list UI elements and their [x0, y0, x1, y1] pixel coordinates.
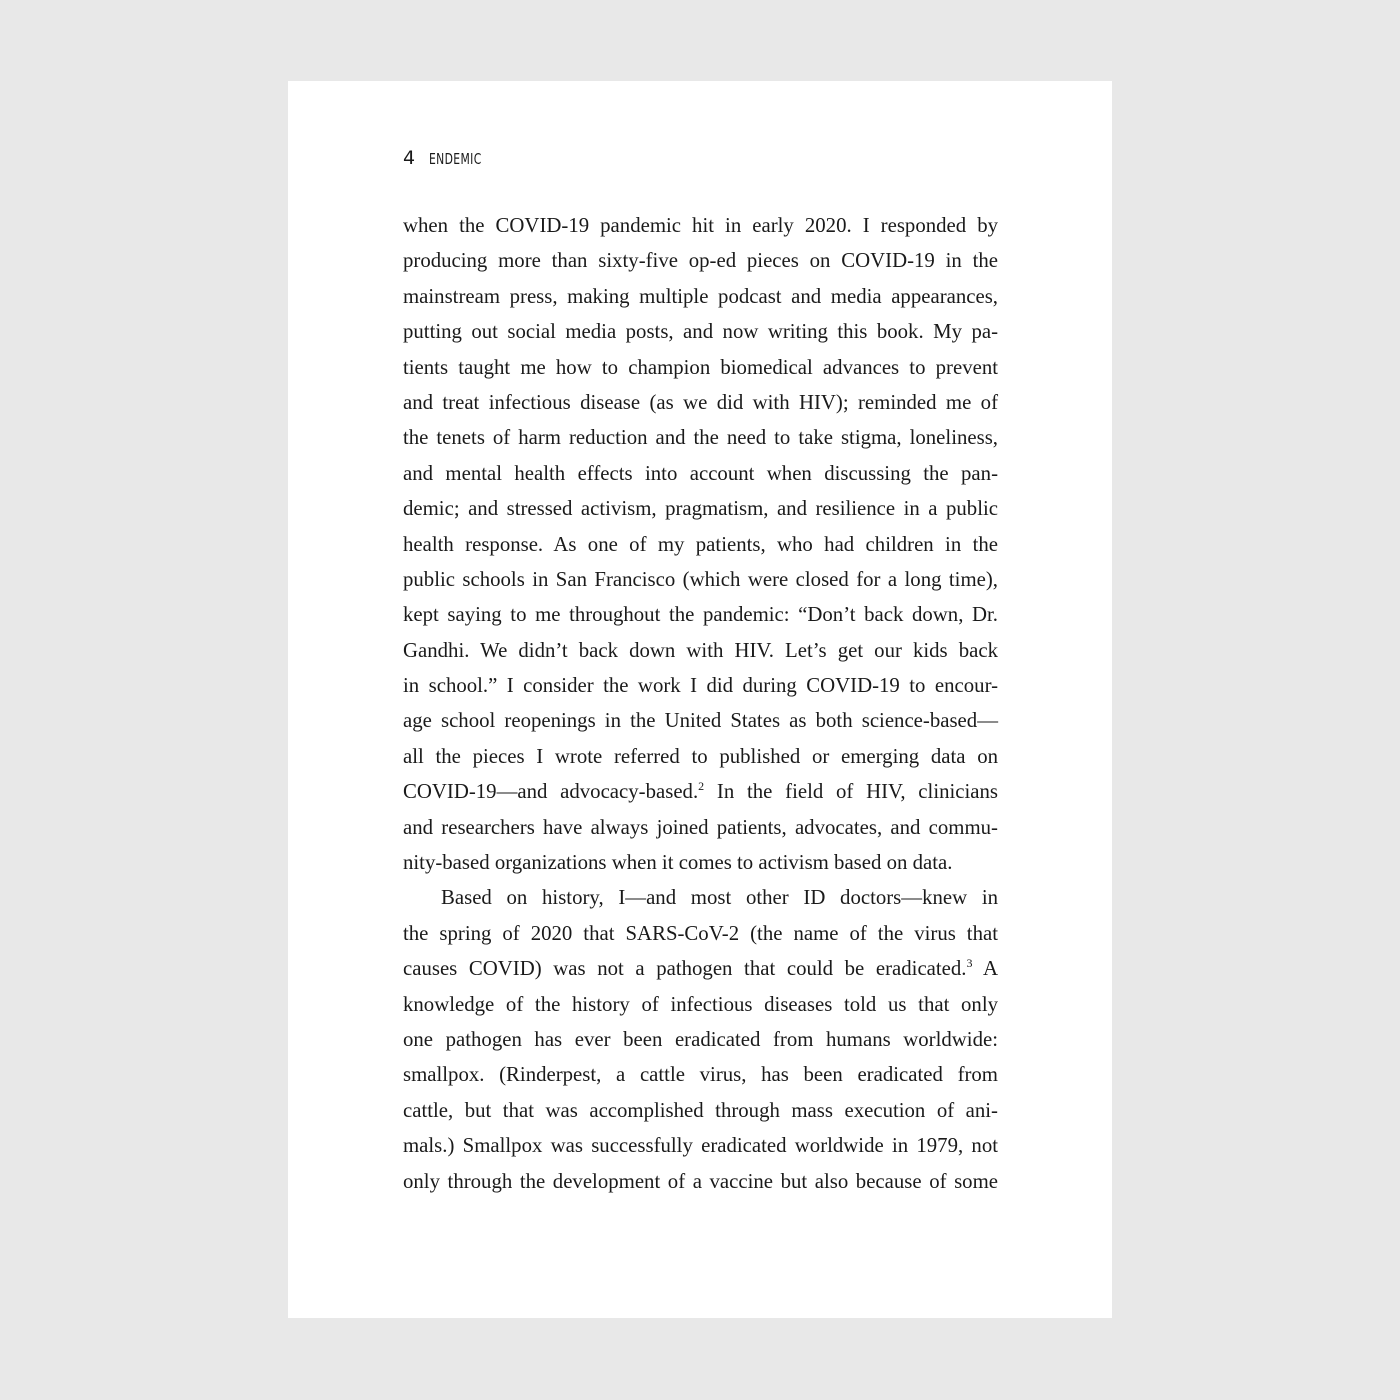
text-line: only through the development of a vaccine but also because of some: [403, 1169, 998, 1193]
text-line: [403, 951, 998, 986]
text-line: mainstream press, making multiple podcast and media appearances,: [403, 284, 998, 308]
text-line: kept saying to me throughout the pandemic: “Don’t back down, Dr.: [403, 603, 998, 627]
text-line: Gandhi. We didn’t back down with HIV. Let’s get our kids back: [403, 638, 998, 662]
book-page: [288, 81, 1112, 1318]
text-segment: causes COVID) was not a pathogen that could be eradicated.: [403, 957, 967, 981]
text-line: knowledge of the history of infectious diseases told us that only: [403, 992, 998, 1016]
text-line: age school reopenings in the United States as both science-based—: [403, 709, 998, 733]
body-text: [403, 208, 998, 1199]
text-line: nity-based organizations when it comes to activism based on data.: [403, 851, 953, 875]
text-line: cattle, but that was accomplished through mass execution of ani-: [403, 1098, 998, 1122]
text-line: tients taught me how to champion biomedical advances to prevent: [403, 355, 998, 379]
text-line: and mental health effects into account when discussing the pan-: [403, 461, 998, 485]
text-segment: A: [972, 957, 998, 981]
text-line: and researchers have always joined patients, advocates, and commu-: [403, 815, 998, 839]
text-line: [403, 774, 998, 809]
footnote-marker: 3: [966, 956, 973, 971]
text-line: and treat infectious disease (as we did with HIV); reminded me of: [403, 390, 998, 414]
running-title: ENDEMIC: [429, 150, 482, 168]
page-number: 4: [403, 147, 416, 169]
text-line: putting out social media posts, and now writing this book. My pa-: [403, 320, 998, 344]
text-line: health response. As one of my patients, who had children in the: [403, 532, 998, 556]
text-line: smallpox. (Rinderpest, a cattle virus, has been eradicated from: [403, 1063, 998, 1087]
footnote-marker: 2: [698, 779, 705, 794]
text-line: the tenets of harm reduction and the need to take stigma, loneliness,: [403, 426, 998, 450]
text-segment: In the field of HIV, clinicians: [704, 780, 999, 804]
text-line: the spring of 2020 that SARS-CoV-2 (the name of the virus that: [403, 921, 998, 945]
running-head: [403, 147, 502, 171]
text-line: when the COVID-19 pandemic hit in early 2020. I responded by: [403, 214, 998, 237]
text-line: in school.” I consider the work I did during COVID-19 to encour-: [403, 674, 998, 698]
text-line: demic; and stressed activism, pragmatism, and resilience in a public: [403, 497, 998, 521]
text-segment: COVID-19—and advocacy-based.: [403, 780, 699, 804]
text-line: public schools in San Francisco (which were closed for a long time),: [403, 567, 998, 591]
text-line: Based on history, I—and most other ID doctors—knew in: [441, 886, 998, 910]
text-line: one pathogen has ever been eradicated from humans worldwide:: [403, 1027, 998, 1051]
text-line: mals.) Smallpox was successfully eradicated worldwide in 1979, not: [403, 1134, 998, 1158]
text-line: producing more than sixty-five op-ed pieces on COVID-19 in the: [403, 249, 998, 273]
text-line: all the pieces I wrote referred to published or emerging data on: [403, 744, 998, 768]
